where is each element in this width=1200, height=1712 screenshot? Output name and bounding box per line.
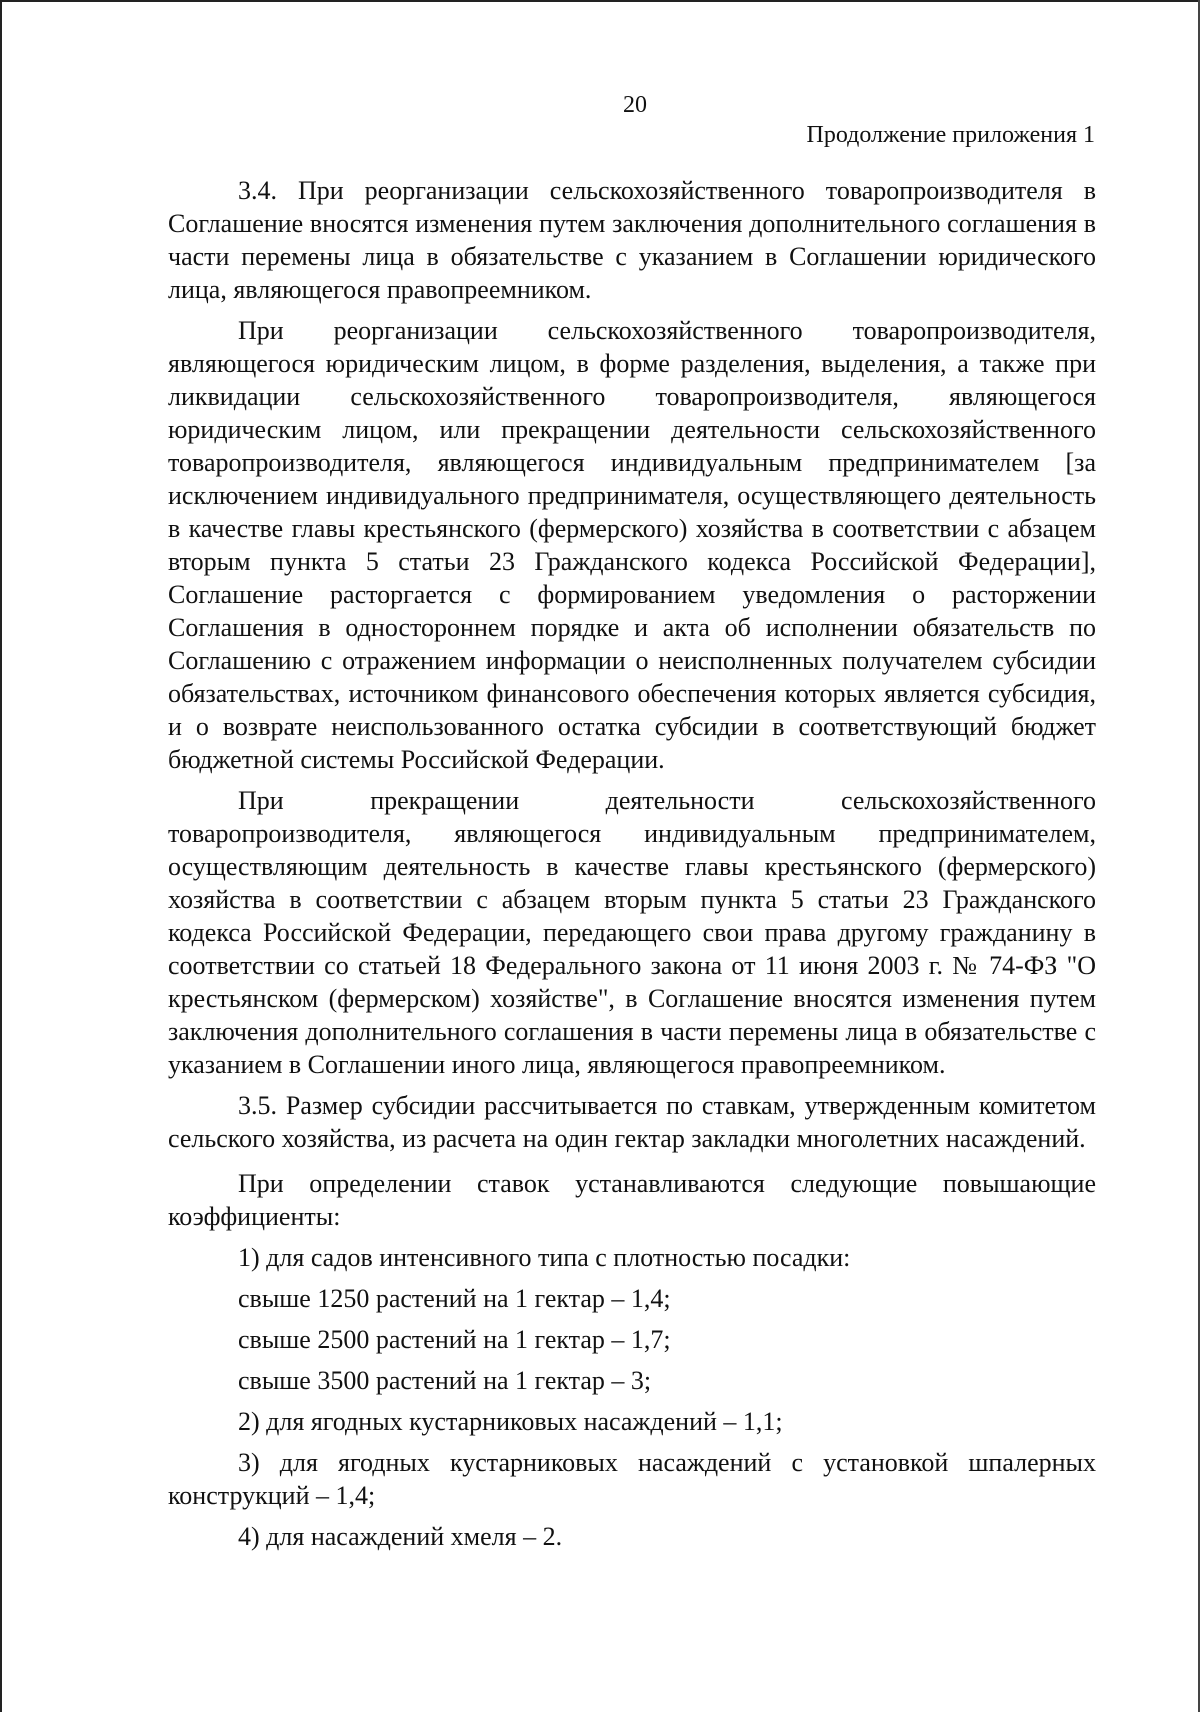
paragraph-coefficients-intro: При определении ставок устанавливаются следующие повышающие коэффициенты: [168, 1169, 1096, 1231]
paragraph-3-4: 3.4. При реорганизации сельскохозяйственного товаропроизводителя в Соглашение вносятся изменения путем заключения дополнительного соглашения в части перемены лица в обязательстве с указанием в Соглашении юридического лица, являющегося правопреемником. [168, 176, 1096, 304]
list-item-density-1250: свыше 1250 растений на 1 гектар – 1,4; [238, 1284, 671, 1313]
document-body [168, 174, 1096, 1553]
list-item-berry-shrubs-trellis: 3) для ягодных кустарниковых насаждений с установкой шпалерных конструкций – 1,4; [168, 1448, 1096, 1510]
list-item-intensive-gardens: 1) для садов интенсивного типа с плотностью посадки: [238, 1243, 851, 1272]
list-item-hops: 4) для насаждений хмеля – 2. [238, 1522, 563, 1551]
paragraph-farm-head-termination: При прекращении деятельности сельскохозяйственного товаропроизводителя, являющегося индивидуальным предпринимателем, осуществляющим деятельность в качестве главы крестьянского (фермерского) хозяйства в соответствии с абзацем вторым пункта 5 статьи 23 Гражданского кодекса Российской Федерации, передающего свои права другому гражданину в соответствии со статьей 18 Федерального закона от 11 июня 2003 г. № 74-ФЗ "О крестьянском (фермерском) хозяйстве", в Соглашение вносятся изменения путем заключения дополнительного соглашения в части перемены лица в обязательстве с указанием в Соглашении иного лица, являющегося правопреемником. [168, 786, 1096, 1079]
list-item-density-3500: свыше 3500 растений на 1 гектар – 3; [238, 1366, 652, 1395]
list-item-density-2500: свыше 2500 растений на 1 гектар – 1,7; [238, 1325, 671, 1354]
paragraph-3-5: 3.5. Размер субсидии рассчитывается по ставкам, утвержденным комитетом сельского хозяйства, из расчета на один гектар закладки многолетних насаждений. [168, 1091, 1096, 1153]
list-item-berry-shrubs: 2) для ягодных кустарниковых насаждений – 1,1; [238, 1407, 783, 1436]
appendix-continuation-note: Продолжение приложения 1 [806, 122, 1095, 148]
page-number: 20 [623, 92, 647, 118]
paragraph-reorganization-termination: При реорганизации сельскохозяйственного товаропроизводителя, являющегося юридическим лицом, в форме разделения, выделения, а также при ликвидации сельскохозяйственного товаропроизводителя, являющегося юридическим лицом, или прекращении деятельности сельскохозяйственного товаропроизводителя, являющегося индивидуальным предпринимателем [за исключением индивидуального предпринимателя, осуществляющего деятельность в качестве главы крестьянского (фермерского) хозяйства в соответствии с абзацем вторым пункта 5 статьи 23 Гражданского кодекса Российской Федерации], Соглашение расторгается с формированием уведомления о расторжении Соглашения в одностороннем порядке и акта об исполнении обязательств по Соглашению с отражением информации о неисполненных получателем субсидии обязательствах, источником финансового обеспечения которых является субсидия, и о возврате неиспользованного остатка субсидии в соответствующий бюджет бюджетной системы Российской Федерации. [168, 316, 1096, 774]
scan-edge-top [0, 0, 1200, 2]
scan-edge-left [0, 0, 2, 1712]
